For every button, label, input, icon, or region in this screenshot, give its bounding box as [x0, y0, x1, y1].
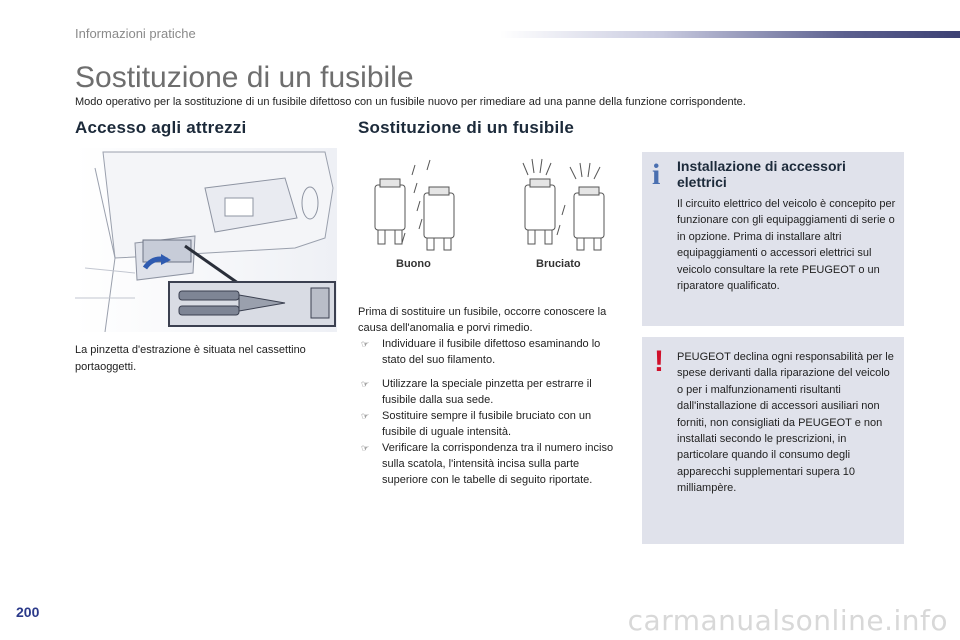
- step-item: ☞ Individuare il fusibile difettoso esaminando lo stato del suo filamento.: [361, 338, 601, 366]
- step-item: ☞ Utilizzare la speciale pinzetta per estrarre il fusibile dalla sua sede.: [361, 378, 592, 406]
- warning-panel: [642, 337, 904, 544]
- page-number: 200: [16, 604, 40, 620]
- instructions-paragraph: Prima di sostituire un fusibile, occorre conoscere la causa dell'anomalia e porvi rimedio.: [358, 306, 607, 334]
- intro-text: Modo operativo per la sostituzione di un fusibile difettoso con un fusibile nuovo per rimediare ad una panne della funzione corrispondente.: [75, 96, 746, 108]
- info-icon: i: [652, 158, 661, 191]
- fuse-label-good: Buono: [396, 258, 431, 270]
- tools-heading: Accesso agli attrezzi: [75, 118, 247, 137]
- fuse-label-burnt: Bruciato: [536, 258, 581, 270]
- step-item: ☞ Verificare la corrispondenza tra il numero inciso sulla scatola, l'intensità incisa sulla parte superiore con le tabelle di seguito riportate.: [361, 442, 614, 486]
- pointer-icon: ☞: [361, 411, 370, 421]
- warning-icon: !: [654, 345, 664, 378]
- steps-list: [358, 336, 623, 488]
- pointer-icon: ☞: [361, 339, 370, 349]
- instructions-block: [358, 304, 623, 488]
- pointer-icon: ☞: [361, 379, 370, 389]
- watermark: carmanualsonline.info: [627, 604, 948, 637]
- header-section-label: Informazioni pratiche: [75, 26, 196, 41]
- burnt-fuse-icon: [523, 159, 604, 250]
- fuse-comparison-illustration: [360, 155, 630, 255]
- header-bar: [500, 31, 960, 38]
- tools-caption: La pinzetta d'estrazione è situata nel cassettino portaoggetti.: [75, 344, 306, 373]
- info-panel: [642, 152, 904, 326]
- page-title: Sostituzione di un fusibile: [75, 61, 414, 94]
- replace-fuse-heading: Sostituzione di un fusibile: [358, 118, 575, 137]
- warning-panel-text: PEUGEOT declina ogni responsabilità per le spese derivanti dalla riparazione del veicolo o per i malfunzionamenti risultanti dall'installazione di accessori ausiliari non forniti, non consigliati da PEUGEOT e non installati secondo le prescrizioni, in particolare quando il consumo degli apparecchi supplementari supera 10 milliampère.: [677, 351, 894, 495]
- step-item: ☞ Sostituire sempre il fusibile bruciato con un fusibile di uguale intensità.: [361, 410, 592, 438]
- pointer-icon: ☞: [361, 443, 370, 453]
- glovebox-illustration: [75, 148, 337, 332]
- info-panel-title: Installazione di accessori elettrici: [677, 158, 846, 190]
- good-fuse-icon: [375, 160, 454, 250]
- info-panel-text: Il circuito elettrico del veicolo è concepito per funzionare con gli equipaggiamenti di serie o in opzione. Prima di installare altri equipaggiamenti o accessori elettrici sul veicolo consultare la rete PEUGEOT o un riparatore qualificato.: [677, 198, 896, 293]
